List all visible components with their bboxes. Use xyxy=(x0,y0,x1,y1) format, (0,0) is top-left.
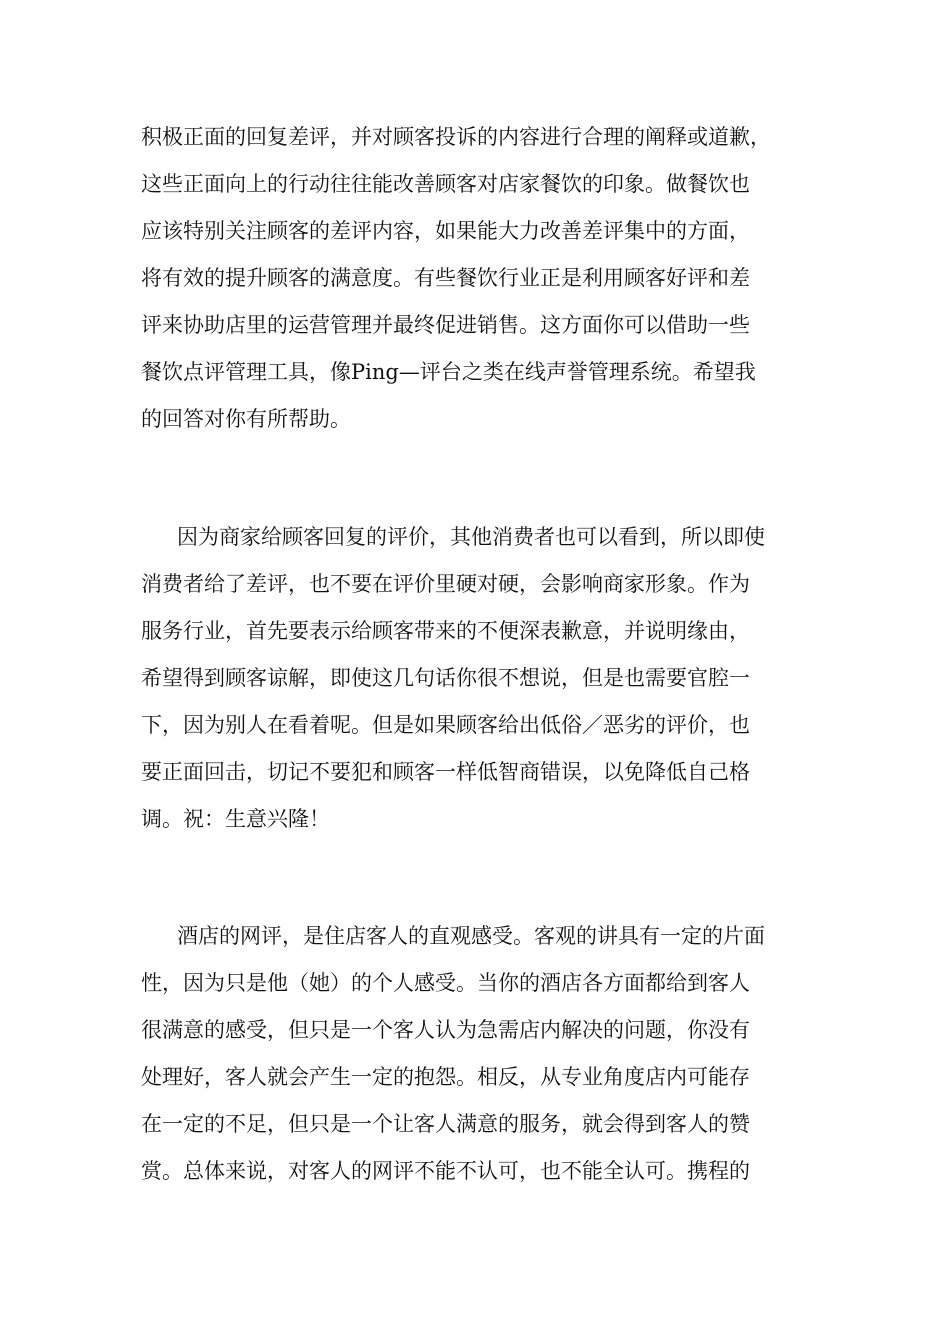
text-line: 积极正面的回复差评，并对顾客投诉的内容进行合理的阐释或道歉， xyxy=(141,125,771,149)
paragraph-3 xyxy=(141,913,813,1195)
text-line: 这些正面向上的行动往往能改善顾客对店家餐饮的印象。做餐饮也 xyxy=(141,172,750,196)
text-line: 在一定的不足，但只是一个让客人满意的服务，就会得到客人的赞 xyxy=(141,1112,750,1136)
text-line: 很满意的感受，但只是一个客人认为急需店内解决的问题，你没有 xyxy=(141,1018,750,1042)
text-line: 下，因为别人在看着呢。但是如果顾客给出低俗／恶劣的评价，也 xyxy=(141,713,750,737)
text-line: 的回答对你有所帮助。 xyxy=(141,407,351,431)
paragraph-2 xyxy=(141,514,813,843)
text-line: 酒店的网评，是住店客人的直观感受。客观的讲具有一定的片面 xyxy=(177,924,765,948)
text-line: 应该特别关注顾客的差评内容，如果能大力改善差评集中的方面， xyxy=(141,219,750,243)
text-line: 消费者给了差评，也不要在评价里硬对硬，会影响商家形象。作为 xyxy=(141,572,750,596)
text-line: 处理好，客人就会产生一定的抱怨。相反，从专业角度店内可能存 xyxy=(141,1065,750,1089)
text-line: 服务行业，首先要表示给顾客带来的不便深表歉意，并说明缘由， xyxy=(141,619,750,643)
text-line: 性，因为只是他（她）的个人感受。当你的酒店各方面都给到客人 xyxy=(141,971,750,995)
text-line: 希望得到顾客谅解，即使这几句话你很不想说，但是也需要官腔一 xyxy=(141,666,750,690)
text-line: 因为商家给顾客回复的评价，其他消费者也可以看到，所以即使 xyxy=(177,525,765,549)
text-line: 调。祝：生意兴隆！ xyxy=(141,807,330,831)
text-line: 要正面回击，切记不要犯和顾客一样低智商错误，以免降低自己格 xyxy=(141,760,750,784)
text-line: 评来协助店里的运营管理并最终促进销售。这方面你可以借助一些 xyxy=(141,313,750,337)
text-line: 将有效的提升顾客的满意度。有些餐饮行业正是利用顾客好评和差 xyxy=(141,266,750,290)
text-line: 餐饮点评管理工具，像Ping—评台之类在线声誉管理系统。希望我 xyxy=(141,360,756,384)
paragraph-1 xyxy=(141,114,813,443)
text-line: 赏。总体来说，对客人的网评不能不认可，也不能全认可。携程的 xyxy=(141,1159,750,1183)
